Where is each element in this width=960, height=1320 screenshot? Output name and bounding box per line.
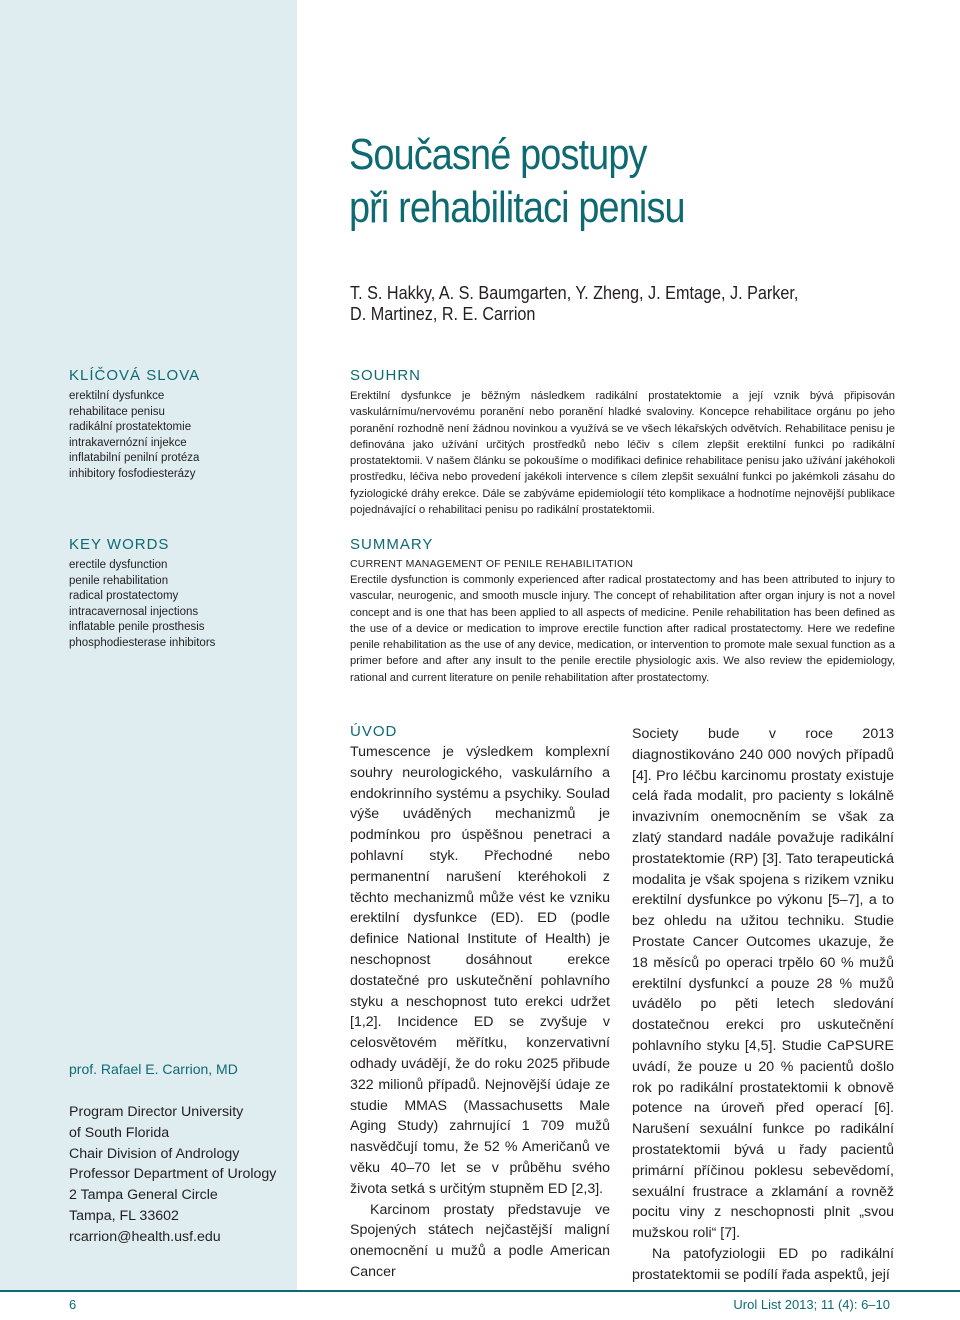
body-column-1 <box>350 722 610 1283</box>
keyword-item: intracavernosal injections <box>69 605 199 618</box>
body-paragraph: Karcinom prostaty představuje ve Spojených státech nejčastější maligní onemocnění u mužů a podle American Cancer <box>350 1201 610 1280</box>
keywords-english-heading: KEY WORDS <box>69 536 170 553</box>
keyword-item: inflatable penile prosthesis <box>69 621 205 634</box>
affiliation-line: Program Director University <box>69 1104 244 1120</box>
keyword-item: phosphodiesterase inhibitors <box>69 636 216 649</box>
abstract-english-heading: SUMMARY <box>350 536 434 553</box>
affiliation-line: Chair Division of Andrology <box>69 1145 240 1162</box>
author-list <box>350 283 818 325</box>
author-name: prof. Rafael E. Carrion, MD <box>69 1061 238 1077</box>
affiliation-line: 2 Tampa General Circle <box>69 1187 218 1204</box>
affiliation-line: Professor Department of Urology <box>69 1166 277 1183</box>
body-paragraph: Tumescence je výsledkem komplexní souhry neurologického, vaskulárního a endokrinního systému a psychiky. Soulad výše uváděných mechanizmů je podmínkou pro úspěšnou penetraci a pohlavní styk. Přechodné nebo permanentní narušení kteréhokoli z těchto mechanizmů může vést ke vzniku erektilní dysfunkce (ED). ED (podle definice National Institute of Health) je neschopnost dosáhnout erekce dostatečné pro uskutečnění pohlavního styku a neschopnost tuto erekci udržet [1,2]. Incidence ED se zvyšuje v celosvětovém měřítku, konzervativní odhady uvádějí, že do roku 2025 přibude 322 milionů případů. Nejnovější údaje ze studie MMAS (Massachusetts Male Aging Study) zahrnující 1 709 mužů nasvědčují tomu, že 52 % Američanů ve věku 40–70 let se v průběhu svého života setká s určitým stupněm ED [2,3]. <box>350 744 610 1197</box>
author-line-1: T. S. Hakky, A. S. Baumgarten, Y. Zheng, J. Emtage, J. Parker, <box>350 283 799 303</box>
footer-divider <box>0 1290 960 1292</box>
affiliation-address <box>69 1102 294 1248</box>
article-title-line-2: při rehabilitaci penisu <box>349 183 685 232</box>
article-title <box>349 128 856 234</box>
article-title-line-1: Současné postupy <box>349 130 647 179</box>
abstract-czech <box>350 366 895 518</box>
affiliation-line: Tampa, FL 33602 <box>69 1207 179 1224</box>
author-email: rcarrion@health.usf.edu <box>69 1228 221 1245</box>
affiliation-line: of South Florida <box>69 1124 170 1141</box>
keyword-item: radical prostatectomy <box>69 590 179 603</box>
journal-citation: Urol List 2013; 11 (4): 6–10 <box>733 1297 890 1312</box>
body-column-2 <box>632 724 894 1286</box>
keyword-item: erectile dysfunction <box>69 559 168 571</box>
keyword-item: rehabilitace penisu <box>69 405 165 418</box>
keyword-item: erektilní dysfunkce <box>69 390 165 402</box>
abstract-czech-heading: SOUHRN <box>350 367 422 384</box>
keyword-item: inhibitory fosfodiesterázy <box>69 467 196 480</box>
keyword-item: intrakavernózní injekce <box>69 436 187 449</box>
keywords-czech-heading: KLÍČOVÁ SLOVA <box>69 367 201 384</box>
abstract-english <box>350 535 895 686</box>
page-number: 6 <box>69 1297 77 1312</box>
abstract-english-text: Erectile dysfunction is commonly experienced after radical prostatectomy and has been attributed to injury to vascular, neurogenic, and smooth muscle injury. The concept of rehabilitation after organ injury is not a novel concept and is one that has been applied to all aspects of medicine. Penile rehabilitation has been defined as the use of a device or medication to improve erectile function after radical prostatectomy. Here we redefine penile rehabilitation as the use of any device, medication, or intervention to promote male sexual function as a primer before and after any insult to the penile erectile physiologic axis. We also review the epidemiology, rational and current literature on penile rehabilitation after prostatectomy. <box>350 574 895 684</box>
keyword-item: inflatabilní penilní protéza <box>69 452 200 465</box>
body-paragraph: Na patofyziologii ED po radikální prostatektomii se podílí řada aspektů, její <box>632 1245 894 1283</box>
author-line-2: D. Martinez, R. E. Carrion <box>350 304 536 324</box>
keywords-english <box>69 535 294 652</box>
author-affiliation <box>69 1060 294 1248</box>
keyword-item: radikální prostatektomie <box>69 421 192 434</box>
body-paragraph: Society bude v roce 2013 diagnostikováno 240 000 nových případů [4]. Pro léčbu karcinomu prostaty existuje celá řada modalit, pro pacienty s lokálně invazivním onemocněním se však za zlatý standard nadále považuje radikální prostatektomie (RP) [3]. Tato terapeutická modalita je však spojena s rizikem vzniku erektilní dysfunkce po výkonu [5–7], a to bez ohledu na užitou techniku. Studie Prostate Cancer Outcomes ukazuje, že 18 měsíců po operaci trpělo 60 % mužů erektilní dysfunkcí a pouze 28 % mužů uvádělo po pěti letech sledování dostatečnou erekci pro uskutečnění pohlavního styku [4,5]. Studie CaPSURE uvádí, že pouze u 20 % pacientů došlo rok po radikální prostatektomii k obnově potence na úroveň před operací [6]. Narušení sexuální funkce po radikální prostatektomii bývá u řady pacientů primární příčinou poklesu sebevědomí, sexuální frustrace a zklamání a rovněž pocitu viny z neschopnosti plnit „svou mužskou roli“ [7]. <box>632 726 894 1242</box>
abstract-english-subtitle: CURRENT MANAGEMENT OF PENILE REHABILITATION <box>350 558 634 570</box>
keyword-item: penile rehabilitation <box>69 574 169 587</box>
section-heading-intro: ÚVOD <box>350 723 398 740</box>
abstract-czech-text: Erektilní dysfunkce je běžným následkem radikální prostatektomie a její vznik bývá připisován vaskulárnímu/nervovému poranění nebo poranění hladké svaloviny. Koncepce rehabilitace orgánu po jeho poranění rozhodně není žádnou novinkou a využívá se ve všech lékařských odvětvích. Rehabilitace penisu je definována jako užívání určitých prostředků nebo léčiv s cílem zlepšit erektilní funkci po radikální prostatektomii. V našem článku se pokoušíme o modifikaci definice rehabilitace penisu jako užívání jakéhokoli prostředku, léčiva nebo provedení jakékoli intervence s cílem zlepšit sexuální funkci po jakémkoli zásahu do fyziologické dráhy erekce. Dále se zabýváme epidemiologií této komplikace a hodnotíme nejnovější publikace pojednávající o rehabilitaci penisu po radikální prostatektomii. <box>350 390 895 517</box>
keywords-czech <box>69 366 294 483</box>
